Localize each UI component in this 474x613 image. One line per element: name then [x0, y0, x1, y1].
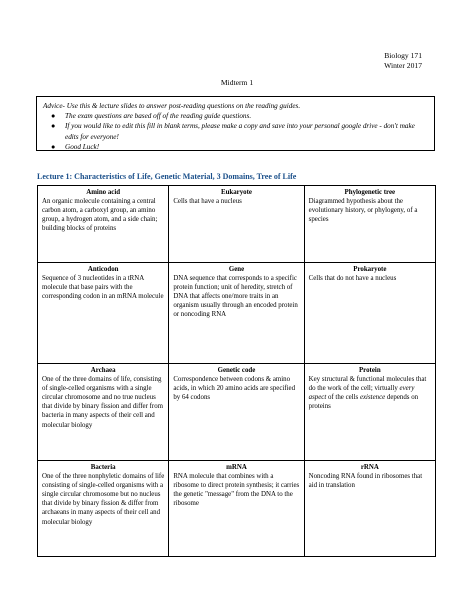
term-title: rRNA: [360, 464, 379, 471]
term-title: Phylogenetic tree: [344, 189, 396, 196]
bullet-icon: ●: [51, 112, 56, 121]
term-cell: [304, 364, 435, 461]
term-definition: One of the three nonphyletic domains of life consisting of single-celled organisms with a single circular chromosome but no nucleus that divide by binary fission & differ from archaeans in many aspects of their cell and molecular biology: [42, 473, 165, 526]
term-cell: [169, 364, 304, 461]
term-definition: Correspondence between codons & amino acids, in which 20 amino acids are specified by 64 codons: [173, 376, 296, 402]
term-title: Gene: [228, 266, 245, 273]
term-definition: Key structural & functional molecules that do the work of the cell; virtually every aspect of the cells existence depends on proteins: [308, 376, 427, 411]
advice-item: ● The exam questions are based off of the reading guide questions.: [51, 112, 252, 121]
term-definition: DNA sequence that corresponds to a specific protein function; unit of heredity, stretch of DNA that affects one/more traits in an organism usually through an encoded protein or noncoding RNA: [173, 275, 298, 319]
term-definition: Sequence of 3 nucleotides in a tRNA molecule that base pairs with the corresponding codon in an mRNA molecule: [42, 275, 164, 301]
bullet-icon: ●: [51, 142, 56, 151]
terms-table: [37, 185, 436, 557]
bullet-icon: ●: [51, 122, 56, 131]
table-row: [38, 461, 436, 557]
table-row: [38, 364, 436, 461]
table-row: [38, 263, 436, 364]
course-name: Biology 171: [384, 51, 422, 60]
advice-list: [43, 111, 428, 152]
term-label: Winter 2017: [384, 61, 422, 70]
document-title: Midterm 1: [220, 78, 254, 87]
term-cell: [38, 186, 169, 263]
term-cell: [38, 461, 169, 557]
term-definition: Cells that have a nucleus: [173, 198, 242, 206]
term-title: mRNA: [226, 464, 247, 471]
term-title: Protein: [358, 367, 381, 374]
term-cell: [304, 186, 435, 263]
advice-item: ● Good Luck!: [51, 142, 100, 151]
term-definition: Noncoding RNA found in ribosomes that aid in translation: [308, 473, 423, 490]
term-definition: Diagrammed hypothesis about the evolutionary history, or phylogeny, of a species: [308, 198, 418, 224]
term-cell: [169, 461, 304, 557]
course-header: [384, 51, 422, 71]
term-cell: [38, 263, 169, 364]
term-cell: [304, 461, 435, 557]
advice-intro: Advice- Use this & lecture slides to answer post-reading questions on the reading guides.: [43, 102, 301, 110]
term-cell: [169, 263, 304, 364]
term-title: Archaea: [90, 367, 116, 374]
term-definition: One of the three domains of life, consisting of single-celled organisms with a single circular chromosome and no true nucleus that divide by binary fission and differ from bacteria in many aspects of their cell and molecular biology: [42, 376, 164, 429]
term-cell: [304, 263, 435, 364]
term-title: Amino acid: [86, 189, 121, 196]
advice-box: [36, 96, 435, 151]
term-definition: Cells that do not have a nucleus: [308, 275, 397, 283]
table-row: [38, 186, 436, 263]
term-title: Eukaryote: [220, 189, 252, 196]
term-title: Prokaryote: [353, 266, 387, 273]
advice-item: ● If you would like to edit this fill in blank terms, please make a copy and save into your personal google drive - don't make edits for everyone!: [51, 122, 415, 141]
term-title: Anticodon: [87, 266, 119, 273]
term-title: Genetic code: [217, 367, 256, 374]
term-cell: [169, 186, 304, 263]
term-title: Bacteria: [90, 464, 116, 471]
term-cell: [38, 364, 169, 461]
lecture-heading: Lecture 1: Characteristics of Life, Genetic Material, 3 Domains, Tree of Life: [37, 172, 297, 181]
term-definition: RNA molecule that combines with a ribosome to direct protein synthesis; it carries the genetic "message" from the DNA to the ribosome: [173, 473, 300, 508]
term-definition: An organic molecule containing a central carbon atom, a carboxyl group, an amino group, a hydrogen atom, and a side chain; building blocks of proteins: [42, 198, 158, 233]
